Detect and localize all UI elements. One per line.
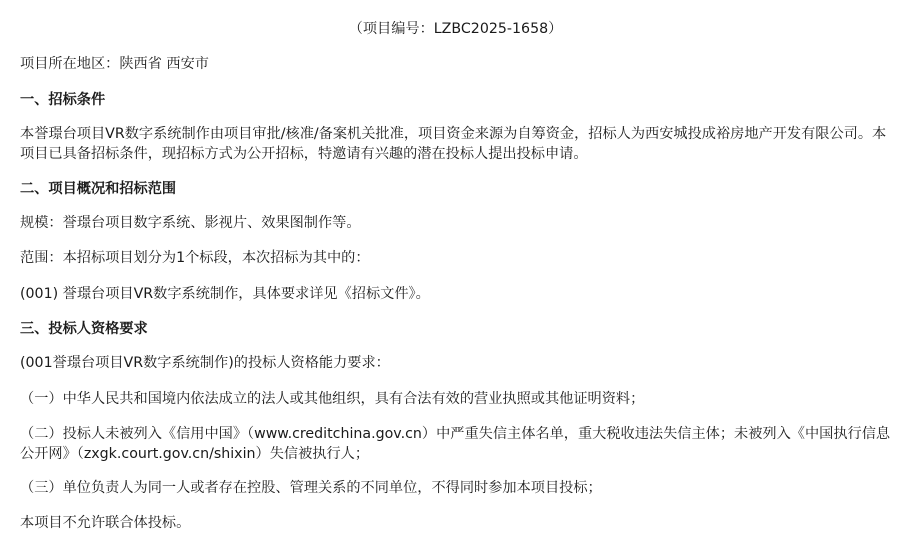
project-region: 项目所在地区：陕西省 西安市: [20, 56, 209, 72]
lot-001: (001) 誉璟台项目VR数字系统制作，具体要求详见《招标文件》。: [20, 286, 430, 302]
section-2-title: 二、项目概况和招标范围: [20, 181, 177, 197]
section-3-title: 三、投标人资格要求: [20, 321, 148, 337]
requirement-1: （一）中华人民共和国境内依法成立的法人或其他组织，具有合法有效的营业执照或其他证明资料；: [20, 391, 645, 407]
requirement-2: （二）投标人未被列入《信用中国》（www.creditchina.gov.cn）中严重失信主体名单，重大税收违法失信主体；未被列入《中国执行信息公开网》（zxgk.court.gov.cn/shixin）失信被执行人；: [20, 426, 891, 462]
section-1-body: 本誉璟台项目VR数字系统制作由项目审批/核准/备案机关批准，项目资金来源为自筹资金，招标人为西安城投成裕房地产开发有限公司。本项目已具备招标条件，现招标方式为公开招标，特邀请有兴趣的潜在投标人提出投标申请。: [20, 126, 887, 162]
qualification-intro: (001誉璟台项目VR数字系统制作)的投标人资格能力要求：: [20, 355, 390, 371]
project-number: （项目编号：LZBC2025-1658）: [348, 21, 563, 37]
requirement-3: （三）单位负责人为同一人或者存在控股、管理关系的不同单位，不得同时参加本项目投标；: [20, 480, 602, 496]
section-1-title: 一、招标条件: [20, 92, 106, 108]
project-scale: 规模：誉璟台项目数字系统、影视片、效果图制作等。: [20, 215, 361, 231]
no-consortium-note: 本项目不允许联合体投标。: [20, 515, 191, 531]
project-scope: 范围：本招标项目划分为1个标段，本次招标为其中的：: [20, 250, 370, 266]
